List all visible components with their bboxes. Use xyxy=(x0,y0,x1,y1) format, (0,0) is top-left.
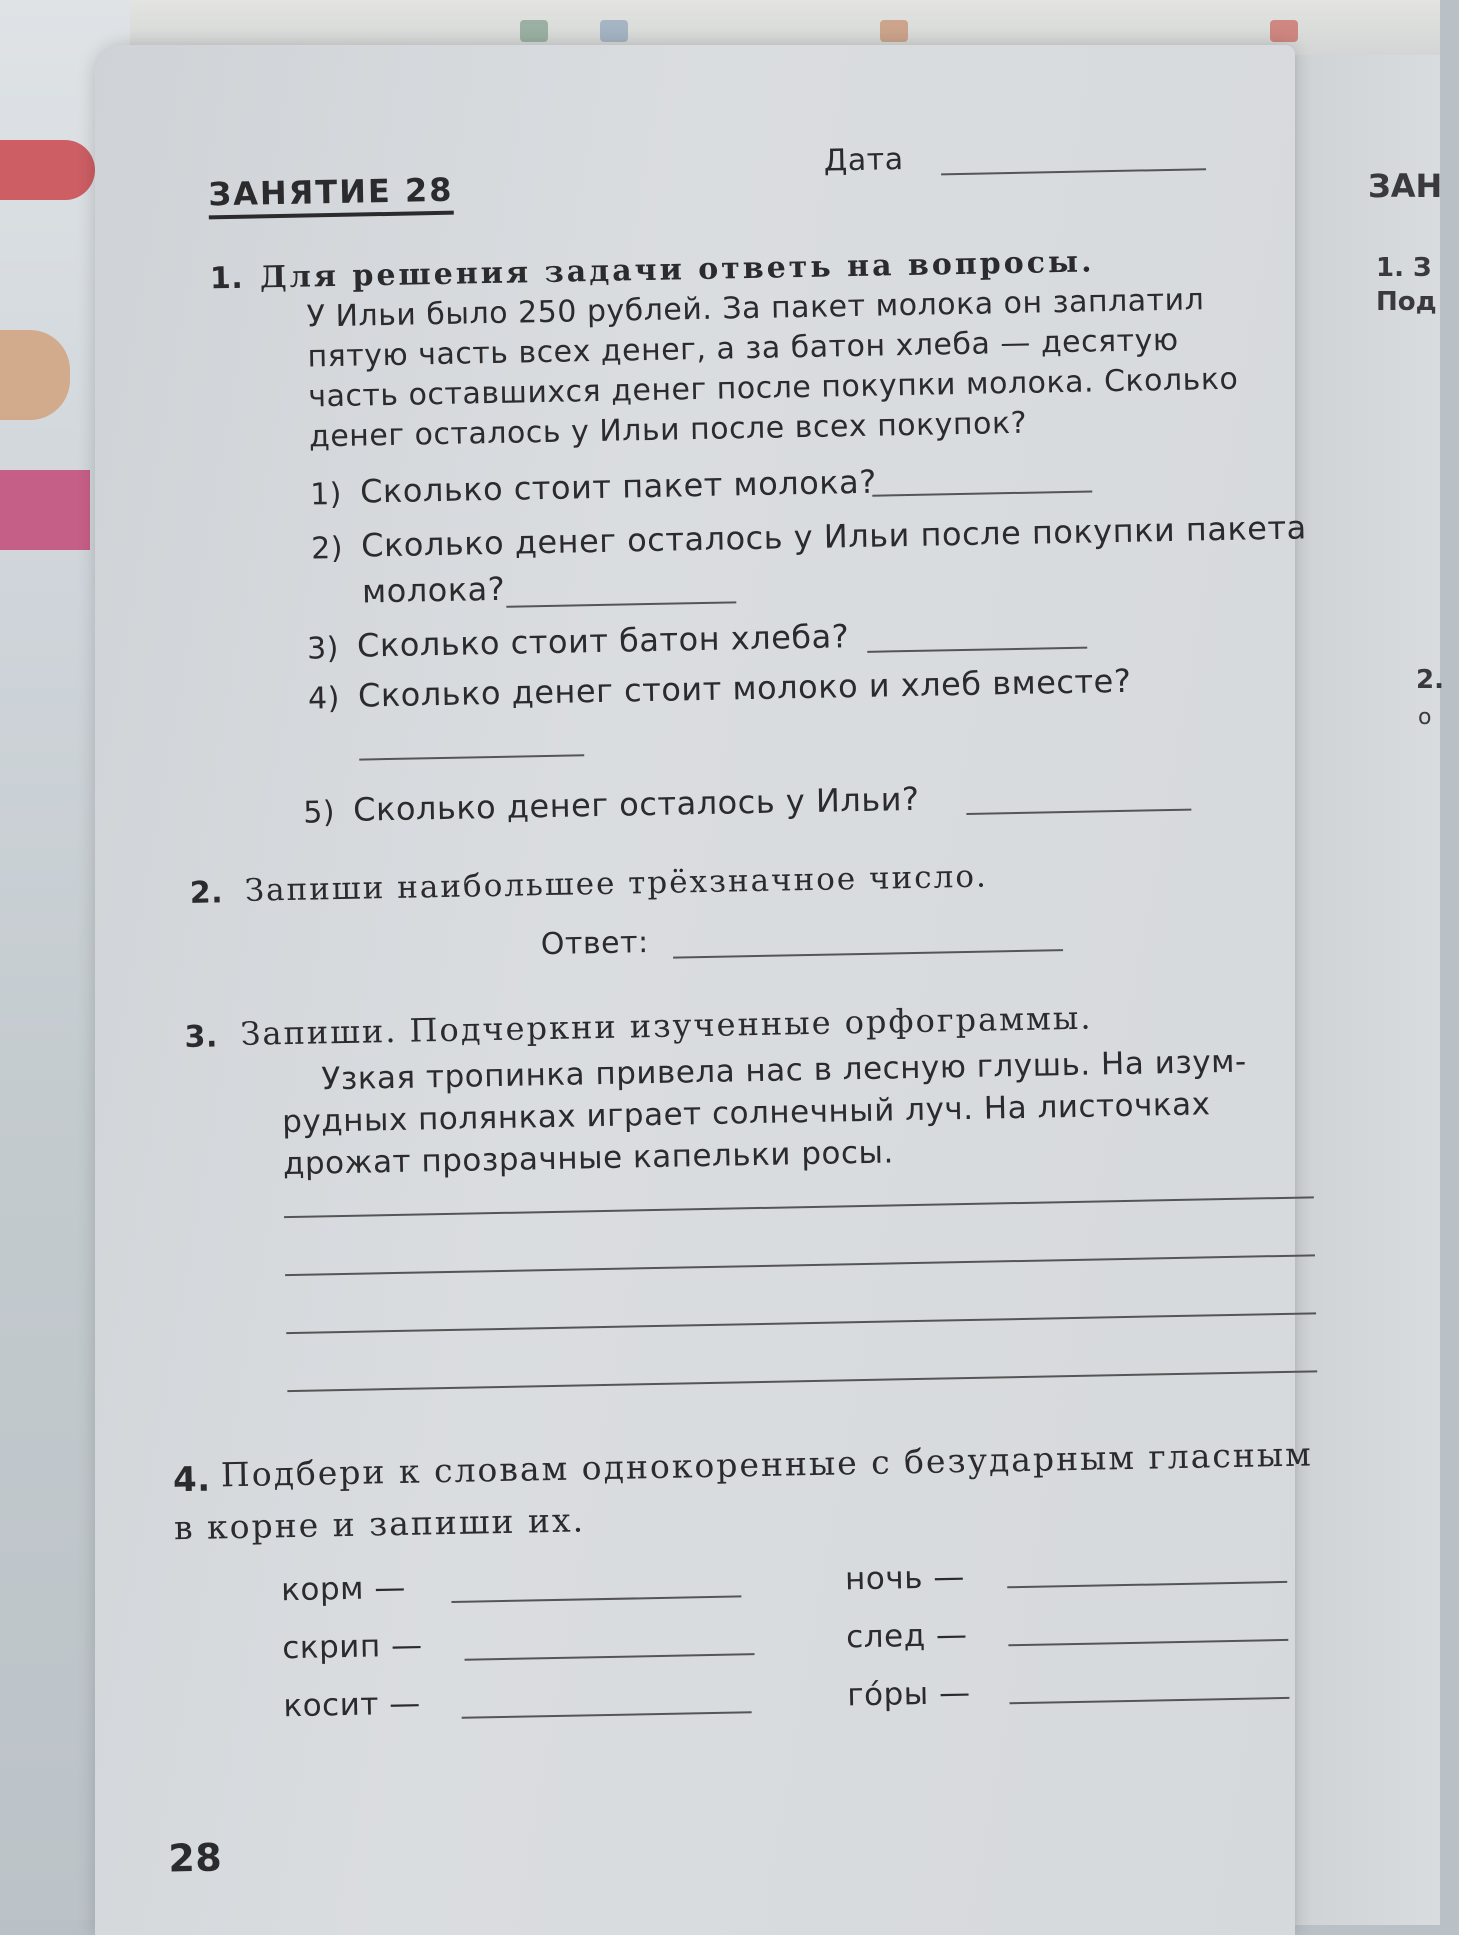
answer-line[interactable] xyxy=(872,490,1092,496)
date-label: Дата xyxy=(823,142,904,179)
answer-line[interactable] xyxy=(1007,1581,1287,1588)
word-sled: след — xyxy=(845,1617,968,1656)
task-text-line: часть оставшихся денег после покупки молока. Сколько xyxy=(307,361,1239,415)
writing-line[interactable] xyxy=(285,1254,1315,1276)
question-number: 3) xyxy=(306,630,340,667)
answer-line[interactable] xyxy=(451,1595,741,1603)
word-kosit: косит — xyxy=(283,1685,422,1725)
writing-line[interactable] xyxy=(287,1370,1317,1392)
task-number: 3. xyxy=(184,1019,219,1055)
answer-line[interactable] xyxy=(359,754,584,760)
right-page-item: 2. xyxy=(1416,665,1444,695)
page-number: 28 xyxy=(167,1835,223,1881)
question-text: Сколько денег осталось у Ильи после покупки пакета xyxy=(360,508,1307,565)
task-text: в корне и запиши их. xyxy=(173,1500,586,1548)
question-text: Сколько денег стоит молоко и хлеб вместе? xyxy=(357,661,1132,715)
answer-line[interactable] xyxy=(673,949,1063,958)
word-noch: ночь — xyxy=(844,1559,966,1598)
question-text: молока? xyxy=(361,569,506,611)
word-skrip: скрип — xyxy=(281,1627,423,1667)
word-korm: корм — xyxy=(280,1569,407,1609)
question-number: 5) xyxy=(302,795,336,831)
task-text-line: пятую часть всех денег, а за батон хлеба — десятую xyxy=(307,322,1179,375)
right-page-item: Под xyxy=(1376,287,1437,317)
answer-line[interactable] xyxy=(867,647,1087,653)
answer-line[interactable] xyxy=(506,601,736,607)
question-text: Сколько денег осталось у Ильи? xyxy=(352,779,920,829)
dictation-line: дрожат прозрачные капельки росы. xyxy=(282,1134,895,1183)
answer-line[interactable] xyxy=(462,1711,752,1719)
question-number: 4) xyxy=(307,680,341,717)
right-page-title: ЗАН xyxy=(1368,167,1443,205)
date-answer-line[interactable] xyxy=(941,168,1206,175)
question-number: 2) xyxy=(310,530,344,567)
answer-line[interactable] xyxy=(966,809,1191,815)
answer-label: Ответ: xyxy=(540,925,649,963)
dictation-line: рудных полянках играет солнечный луч. На листочках xyxy=(281,1086,1211,1141)
question-text: Сколько стоит батон хлеба? xyxy=(356,617,850,665)
answer-line[interactable] xyxy=(1009,1697,1289,1704)
task-number: 1. xyxy=(209,260,244,297)
task-text-line: денег осталось у Ильи после всех покупок? xyxy=(308,405,1028,455)
task-number: 4. xyxy=(172,1459,212,1501)
answer-line[interactable] xyxy=(465,1653,755,1661)
writing-line[interactable] xyxy=(284,1196,1314,1218)
task-text: Запиши. Подчеркни изученные орфограммы. xyxy=(240,998,1093,1053)
question-text: Сколько стоит пакет молока? xyxy=(359,462,877,511)
task-number: 2. xyxy=(189,875,224,911)
lesson-title: ЗАНЯТИЕ 28 xyxy=(208,171,454,220)
task-intro: Для решения задачи ответь на вопросы. xyxy=(259,244,1095,296)
task-text-line: У Ильи было 250 рублей. За пакет молока он заплатил xyxy=(306,282,1205,335)
writing-line[interactable] xyxy=(286,1312,1316,1334)
task-text: Запиши наибольшее трёхзначное число. xyxy=(244,858,989,909)
right-page-item: 1. З xyxy=(1376,253,1432,283)
answer-line[interactable] xyxy=(1008,1639,1288,1646)
task-text: Подбери к словам однокоренные с безударным гласным xyxy=(220,1434,1314,1495)
word-gory: го́ры — xyxy=(846,1675,971,1714)
dictation-line: Узкая тропинка привела нас в лесную глушь. На изум- xyxy=(321,1043,1248,1098)
question-number: 1) xyxy=(309,476,343,513)
right-page-item: о xyxy=(1418,705,1432,730)
